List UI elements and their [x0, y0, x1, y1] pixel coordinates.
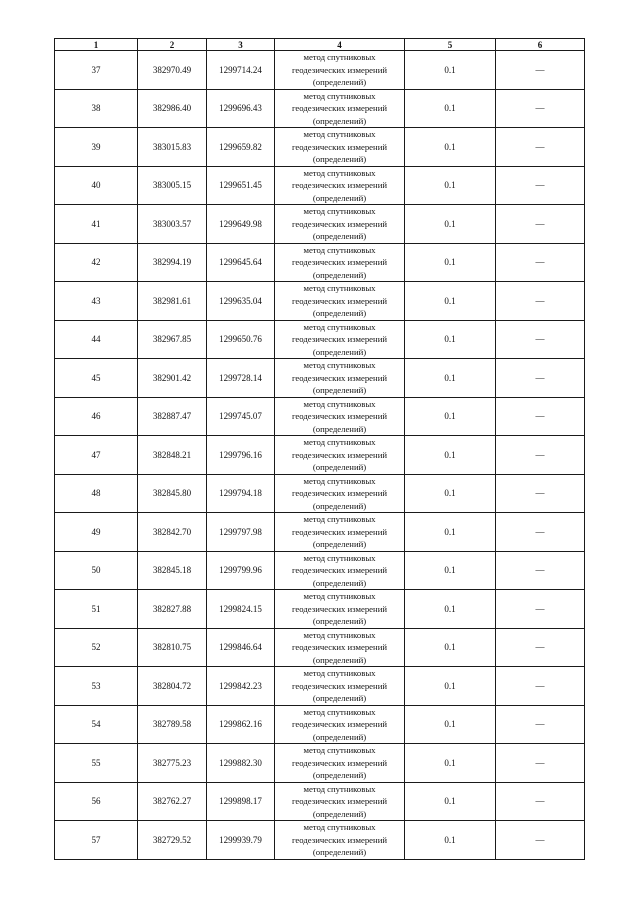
- accuracy-cell: 0.1: [405, 705, 496, 744]
- accuracy-cell: 0.1: [405, 744, 496, 783]
- accuracy-cell: 0.1: [405, 474, 496, 513]
- y-coordinate-cell: 1299824.15: [207, 590, 275, 629]
- method-cell: [275, 474, 405, 513]
- method-text-line-1: метод спутниковых: [303, 668, 376, 678]
- note-cell: —: [496, 705, 585, 744]
- method-text-line-2: геодезических измерений: [291, 411, 387, 421]
- accuracy-cell: 0.1: [405, 166, 496, 205]
- method-cell: [275, 551, 405, 590]
- x-coordinate-cell: 382775.23: [138, 744, 207, 783]
- method-text-line-3: (определений): [312, 770, 367, 780]
- table-row: [55, 397, 585, 436]
- point-number-cell: 53: [55, 667, 138, 706]
- method-cell: [275, 628, 405, 667]
- method-cell: [275, 821, 405, 860]
- x-coordinate-cell: 383005.15: [138, 166, 207, 205]
- method-cell: [275, 667, 405, 706]
- method-text-line-2: геодезических измерений: [291, 642, 387, 652]
- method-text-line-3: (определений): [312, 308, 367, 318]
- x-coordinate-cell: 382994.19: [138, 243, 207, 282]
- method-text-line-3: (определений): [312, 115, 367, 126]
- y-coordinate-cell: 1299745.07: [207, 397, 275, 436]
- point-number-cell: 48: [55, 474, 138, 513]
- method-text-line-1: метод спутниковых: [303, 783, 376, 794]
- x-coordinate-cell: 382762.27: [138, 782, 207, 821]
- method-cell: [275, 243, 405, 282]
- note-cell: —: [496, 243, 585, 282]
- method-text-line-2: геодезических измерений: [291, 757, 387, 768]
- y-coordinate-cell: 1299728.14: [207, 359, 275, 398]
- accuracy-cell: 0.1: [405, 320, 496, 359]
- note-cell: —: [496, 667, 585, 706]
- x-coordinate-cell: 382729.52: [138, 821, 207, 860]
- y-coordinate-cell: 1299882.30: [207, 744, 275, 783]
- table-row: [55, 782, 585, 821]
- point-number-cell: 41: [55, 205, 138, 244]
- y-coordinate-cell: 1299846.64: [207, 628, 275, 667]
- method-text-line-2: геодезических измерений: [291, 372, 387, 383]
- method-text-line-1: метод спутниковых: [303, 475, 376, 486]
- x-coordinate-cell: 382789.58: [138, 705, 207, 744]
- accuracy-cell: 0.1: [405, 205, 496, 244]
- method-text-line-1: метод спутниковых: [303, 629, 376, 640]
- accuracy-cell: 0.1: [405, 397, 496, 436]
- method-cell: [275, 128, 405, 167]
- method-cell: [275, 51, 405, 90]
- table-row: [55, 128, 585, 167]
- method-text-line-2: геодезических измерений: [291, 180, 387, 190]
- x-coordinate-cell: 382970.49: [138, 51, 207, 90]
- method-text-line-2: геодезических измерений: [291, 603, 387, 614]
- method-cell: [275, 89, 405, 128]
- note-cell: —: [496, 513, 585, 552]
- note-cell: —: [496, 166, 585, 205]
- x-coordinate-cell: 383015.83: [138, 128, 207, 167]
- note-cell: —: [496, 359, 585, 398]
- method-text-line-1: метод спутниковых: [303, 90, 376, 101]
- method-cell: [275, 590, 405, 629]
- method-text-line-3: (определений): [312, 539, 367, 549]
- method-text-line-1: метод спутниковых: [303, 206, 376, 216]
- x-coordinate-cell: 382842.70: [138, 513, 207, 552]
- note-cell: —: [496, 128, 585, 167]
- table-row: [55, 744, 585, 783]
- point-number-cell: 51: [55, 590, 138, 629]
- note-cell: —: [496, 782, 585, 821]
- note-cell: —: [496, 628, 585, 667]
- table-row: [55, 89, 585, 128]
- method-cell: [275, 513, 405, 552]
- table-row: [55, 51, 585, 90]
- x-coordinate-cell: 382967.85: [138, 320, 207, 359]
- y-coordinate-cell: 1299799.96: [207, 551, 275, 590]
- table-row: [55, 705, 585, 744]
- method-cell: [275, 166, 405, 205]
- method-text-line-3: (определений): [312, 577, 367, 588]
- method-text-line-1: метод спутниковых: [303, 437, 376, 447]
- y-coordinate-cell: 1299635.04: [207, 282, 275, 321]
- method-text-line-1: метод спутниковых: [303, 398, 376, 409]
- note-cell: —: [496, 205, 585, 244]
- point-number-cell: 45: [55, 359, 138, 398]
- table-row: [55, 590, 585, 629]
- column-header-x: 2: [138, 39, 207, 51]
- method-text-line-3: (определений): [312, 346, 367, 357]
- method-text-line-3: (определений): [312, 693, 367, 703]
- note-cell: —: [496, 474, 585, 513]
- note-cell: —: [496, 320, 585, 359]
- note-cell: —: [496, 397, 585, 436]
- method-text-line-1: метод спутниковых: [303, 167, 376, 178]
- accuracy-cell: 0.1: [405, 359, 496, 398]
- accuracy-cell: 0.1: [405, 51, 496, 90]
- table-row: [55, 320, 585, 359]
- method-text-line-2: геодезических измерений: [291, 526, 387, 537]
- method-text-line-2: геодезических измерений: [291, 719, 387, 729]
- method-text-line-3: (определений): [312, 423, 367, 434]
- x-coordinate-cell: 382887.47: [138, 397, 207, 436]
- point-number-cell: 49: [55, 513, 138, 552]
- method-cell: [275, 744, 405, 783]
- method-cell: [275, 436, 405, 475]
- accuracy-cell: 0.1: [405, 243, 496, 282]
- point-number-cell: 43: [55, 282, 138, 321]
- method-text-line-2: геодезических измерений: [291, 449, 387, 460]
- x-coordinate-cell: 382848.21: [138, 436, 207, 475]
- method-text-line-3: (определений): [312, 654, 367, 665]
- method-text-line-2: геодезических измерений: [291, 141, 387, 152]
- point-number-cell: 46: [55, 397, 138, 436]
- accuracy-cell: 0.1: [405, 128, 496, 167]
- method-text-line-1: метод спутниковых: [303, 514, 376, 524]
- method-cell: [275, 782, 405, 821]
- point-number-cell: 52: [55, 628, 138, 667]
- method-text-line-2: геодезических измерений: [291, 834, 387, 845]
- x-coordinate-cell: 382981.61: [138, 282, 207, 321]
- method-text-line-2: геодезических измерений: [291, 565, 387, 575]
- method-text-line-2: геодезических измерений: [291, 488, 387, 498]
- table-row: [55, 513, 585, 552]
- method-text-line-1: метод спутниковых: [303, 360, 376, 370]
- y-coordinate-cell: 1299645.64: [207, 243, 275, 282]
- method-text-line-1: метод спутниковых: [303, 244, 376, 255]
- accuracy-cell: 0.1: [405, 551, 496, 590]
- note-cell: —: [496, 821, 585, 860]
- method-cell: [275, 705, 405, 744]
- note-cell: —: [496, 551, 585, 590]
- column-header-point-number: 1: [55, 39, 138, 51]
- y-coordinate-cell: 1299650.76: [207, 320, 275, 359]
- method-text-line-1: метод спутниковых: [303, 745, 376, 755]
- method-text-line-3: (определений): [312, 385, 367, 395]
- y-coordinate-cell: 1299796.16: [207, 436, 275, 475]
- method-text-line-3: (определений): [312, 731, 367, 742]
- point-number-cell: 37: [55, 51, 138, 90]
- column-header-y: 3: [207, 39, 275, 51]
- x-coordinate-cell: 382845.80: [138, 474, 207, 513]
- column-header-method: 4: [275, 39, 405, 51]
- method-text-line-2: геодезических измерений: [291, 295, 387, 306]
- accuracy-cell: 0.1: [405, 513, 496, 552]
- method-cell: [275, 282, 405, 321]
- y-coordinate-cell: 1299794.18: [207, 474, 275, 513]
- method-text-line-2: геодезических измерений: [291, 334, 387, 344]
- table-row: [55, 205, 585, 244]
- method-text-line-1: метод спутниковых: [303, 129, 376, 139]
- point-number-cell: 57: [55, 821, 138, 860]
- method-cell: [275, 397, 405, 436]
- note-cell: —: [496, 744, 585, 783]
- table-row: [55, 474, 585, 513]
- table-row: [55, 667, 585, 706]
- note-cell: —: [496, 436, 585, 475]
- point-number-cell: 38: [55, 89, 138, 128]
- table-row: [55, 359, 585, 398]
- note-cell: —: [496, 590, 585, 629]
- method-text-line-3: (определений): [312, 154, 367, 164]
- x-coordinate-cell: 382901.42: [138, 359, 207, 398]
- x-coordinate-cell: 382845.18: [138, 551, 207, 590]
- method-text-line-1: метод спутниковых: [303, 283, 376, 293]
- point-number-cell: 56: [55, 782, 138, 821]
- header-row: [55, 39, 585, 51]
- point-number-cell: 39: [55, 128, 138, 167]
- method-text-line-3: (определений): [312, 808, 367, 819]
- method-text-line-3: (определений): [312, 269, 367, 280]
- table-row: [55, 551, 585, 590]
- method-cell: [275, 205, 405, 244]
- method-text-line-1: метод спутниковых: [303, 52, 376, 62]
- column-header-accuracy: 5: [405, 39, 496, 51]
- accuracy-cell: 0.1: [405, 89, 496, 128]
- x-coordinate-cell: 383003.57: [138, 205, 207, 244]
- point-number-cell: 50: [55, 551, 138, 590]
- table-header: [55, 39, 585, 51]
- method-text-line-2: геодезических измерений: [291, 796, 387, 806]
- table-row: [55, 166, 585, 205]
- y-coordinate-cell: 1299649.98: [207, 205, 275, 244]
- method-text-line-3: (определений): [312, 231, 367, 241]
- method-text-line-3: (определений): [312, 192, 367, 203]
- point-number-cell: 47: [55, 436, 138, 475]
- point-number-cell: 54: [55, 705, 138, 744]
- x-coordinate-cell: 382986.40: [138, 89, 207, 128]
- y-coordinate-cell: 1299842.23: [207, 667, 275, 706]
- point-number-cell: 55: [55, 744, 138, 783]
- method-text-line-2: геодезических измерений: [291, 64, 387, 75]
- method-text-line-2: геодезических измерений: [291, 257, 387, 267]
- accuracy-cell: 0.1: [405, 667, 496, 706]
- y-coordinate-cell: 1299651.45: [207, 166, 275, 205]
- method-text-line-2: геодезических измерений: [291, 680, 387, 691]
- method-text-line-3: (определений): [312, 462, 367, 472]
- table-row: [55, 628, 585, 667]
- method-text-line-2: геодезических измерений: [291, 218, 387, 229]
- note-cell: —: [496, 89, 585, 128]
- coordinates-table: [54, 38, 585, 860]
- table-row: [55, 282, 585, 321]
- accuracy-cell: 0.1: [405, 282, 496, 321]
- table-row: [55, 821, 585, 860]
- y-coordinate-cell: 1299862.16: [207, 705, 275, 744]
- accuracy-cell: 0.1: [405, 628, 496, 667]
- method-text-line-1: метод спутниковых: [303, 822, 376, 832]
- method-text-line-3: (определений): [312, 77, 367, 87]
- point-number-cell: 44: [55, 320, 138, 359]
- method-cell: [275, 320, 405, 359]
- point-number-cell: 40: [55, 166, 138, 205]
- point-number-cell: 42: [55, 243, 138, 282]
- method-text-line-3: (определений): [312, 616, 367, 626]
- method-text-line-3: (определений): [312, 500, 367, 511]
- x-coordinate-cell: 382810.75: [138, 628, 207, 667]
- method-text-line-1: метод спутниковых: [303, 706, 376, 717]
- accuracy-cell: 0.1: [405, 436, 496, 475]
- x-coordinate-cell: 382827.88: [138, 590, 207, 629]
- y-coordinate-cell: 1299696.43: [207, 89, 275, 128]
- accuracy-cell: 0.1: [405, 821, 496, 860]
- y-coordinate-cell: 1299898.17: [207, 782, 275, 821]
- table-row: [55, 436, 585, 475]
- method-text-line-3: (определений): [312, 847, 367, 857]
- y-coordinate-cell: 1299797.98: [207, 513, 275, 552]
- note-cell: —: [496, 51, 585, 90]
- method-text-line-1: метод спутниковых: [303, 552, 376, 563]
- table-row: [55, 243, 585, 282]
- y-coordinate-cell: 1299939.79: [207, 821, 275, 860]
- column-header-note: 6: [496, 39, 585, 51]
- y-coordinate-cell: 1299659.82: [207, 128, 275, 167]
- method-text-line-1: метод спутниковых: [303, 321, 376, 332]
- note-cell: —: [496, 282, 585, 321]
- accuracy-cell: 0.1: [405, 590, 496, 629]
- method-text-line-1: метод спутниковых: [303, 591, 376, 601]
- y-coordinate-cell: 1299714.24: [207, 51, 275, 90]
- x-coordinate-cell: 382804.72: [138, 667, 207, 706]
- table-body: [55, 51, 585, 860]
- method-text-line-2: геодезических измерений: [291, 103, 387, 113]
- accuracy-cell: 0.1: [405, 782, 496, 821]
- method-cell: [275, 359, 405, 398]
